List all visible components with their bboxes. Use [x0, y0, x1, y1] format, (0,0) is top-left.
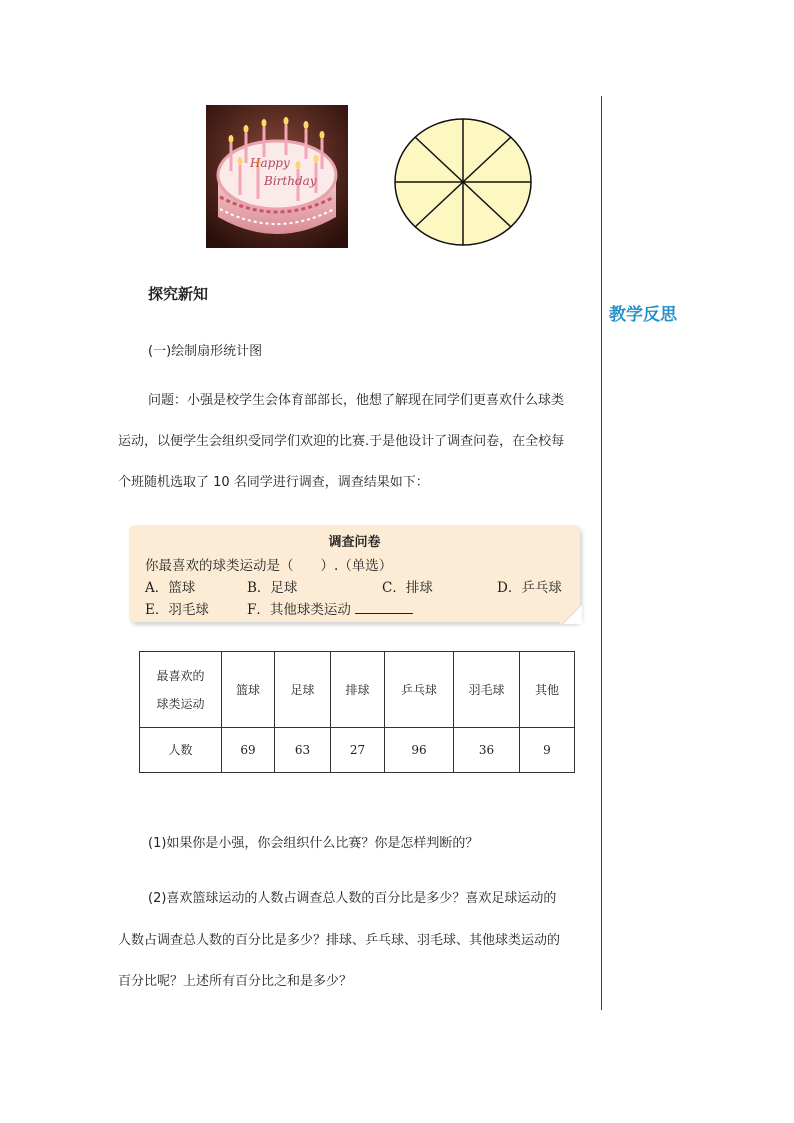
- answer-blank-line: [355, 601, 413, 614]
- table-header-cell: 篮球: [222, 652, 275, 728]
- birthday-cake-image: [206, 105, 348, 248]
- question-2-line-1: (2)喜欢篮球运动的人数占调查总人数的百分比是多少？喜欢足球运动的: [148, 891, 557, 906]
- subsection-heading: (一)绘制扇形统计图: [148, 344, 263, 359]
- table-cell: 9: [520, 728, 575, 773]
- column-divider: [601, 96, 602, 1010]
- table-cell: 63: [275, 728, 331, 773]
- table-header-cell: 其他: [520, 652, 575, 728]
- cake-text-birthday: Birthday: [264, 174, 317, 188]
- header-label-line: 球类运动: [156, 696, 205, 711]
- survey-option-b: B．足球: [247, 580, 298, 596]
- survey-question: 你最喜欢的球类运动是（ ）.（单选）: [145, 558, 393, 574]
- table-cell: 36: [454, 728, 520, 773]
- survey-option-f: [247, 598, 413, 618]
- table-header-cell: 排球: [331, 652, 385, 728]
- teaching-reflection-title: 教学反思: [609, 305, 677, 325]
- table-header-cell: 足球: [275, 652, 331, 728]
- survey-title: 调查问卷: [328, 535, 381, 550]
- eight-part-circle-diagram: [393, 117, 533, 247]
- table-row-label: 人数: [140, 728, 222, 773]
- table-header-label: [140, 652, 222, 728]
- survey-option-c: C．排球: [382, 580, 433, 596]
- survey-option-f-label: F．其他球类运动: [247, 602, 351, 618]
- table-cell: 96: [385, 728, 454, 773]
- survey-option-e: E．羽毛球: [145, 602, 209, 618]
- page-curl-corner: [560, 606, 582, 624]
- question-2-line-3: 百分比呢？上述所有百分比之和是多少？: [118, 974, 353, 989]
- question-1: (1)如果你是小强，你会组织什么比赛？你是怎样判断的？: [148, 836, 479, 851]
- table-row: [140, 728, 575, 773]
- question-2-line-2: 人数占调查总人数的百分比是多少？排球、乒乓球、羽毛球、其他球类运动的: [118, 933, 561, 948]
- header-label-line: 最喜欢的: [156, 668, 205, 683]
- cake-text-happy: Happy: [250, 156, 290, 170]
- table-header-cell: 羽毛球: [454, 652, 520, 728]
- section-heading: 探究新知: [148, 285, 209, 303]
- survey-card: [129, 525, 580, 622]
- survey-option-a: A．篮球: [145, 580, 196, 596]
- table-cell: 69: [222, 728, 275, 773]
- problem-line-3: 个班随机选取了 10 名同学进行调查，调查结果如下：: [118, 475, 429, 490]
- problem-line-1: 问题：小强是校学生会体育部部长，他想了解现在同学们更喜欢什么球类: [148, 393, 565, 408]
- table-cell: 27: [331, 728, 385, 773]
- problem-line-2: 运动，以便学生会组织受同学们欢迎的比赛.于是他设计了调查问卷，在全校每: [118, 434, 565, 449]
- table-header-cell: 乒乓球: [385, 652, 454, 728]
- survey-results-table: [139, 651, 575, 773]
- survey-option-d: D．乒乓球: [497, 580, 562, 596]
- table-row: [140, 652, 575, 728]
